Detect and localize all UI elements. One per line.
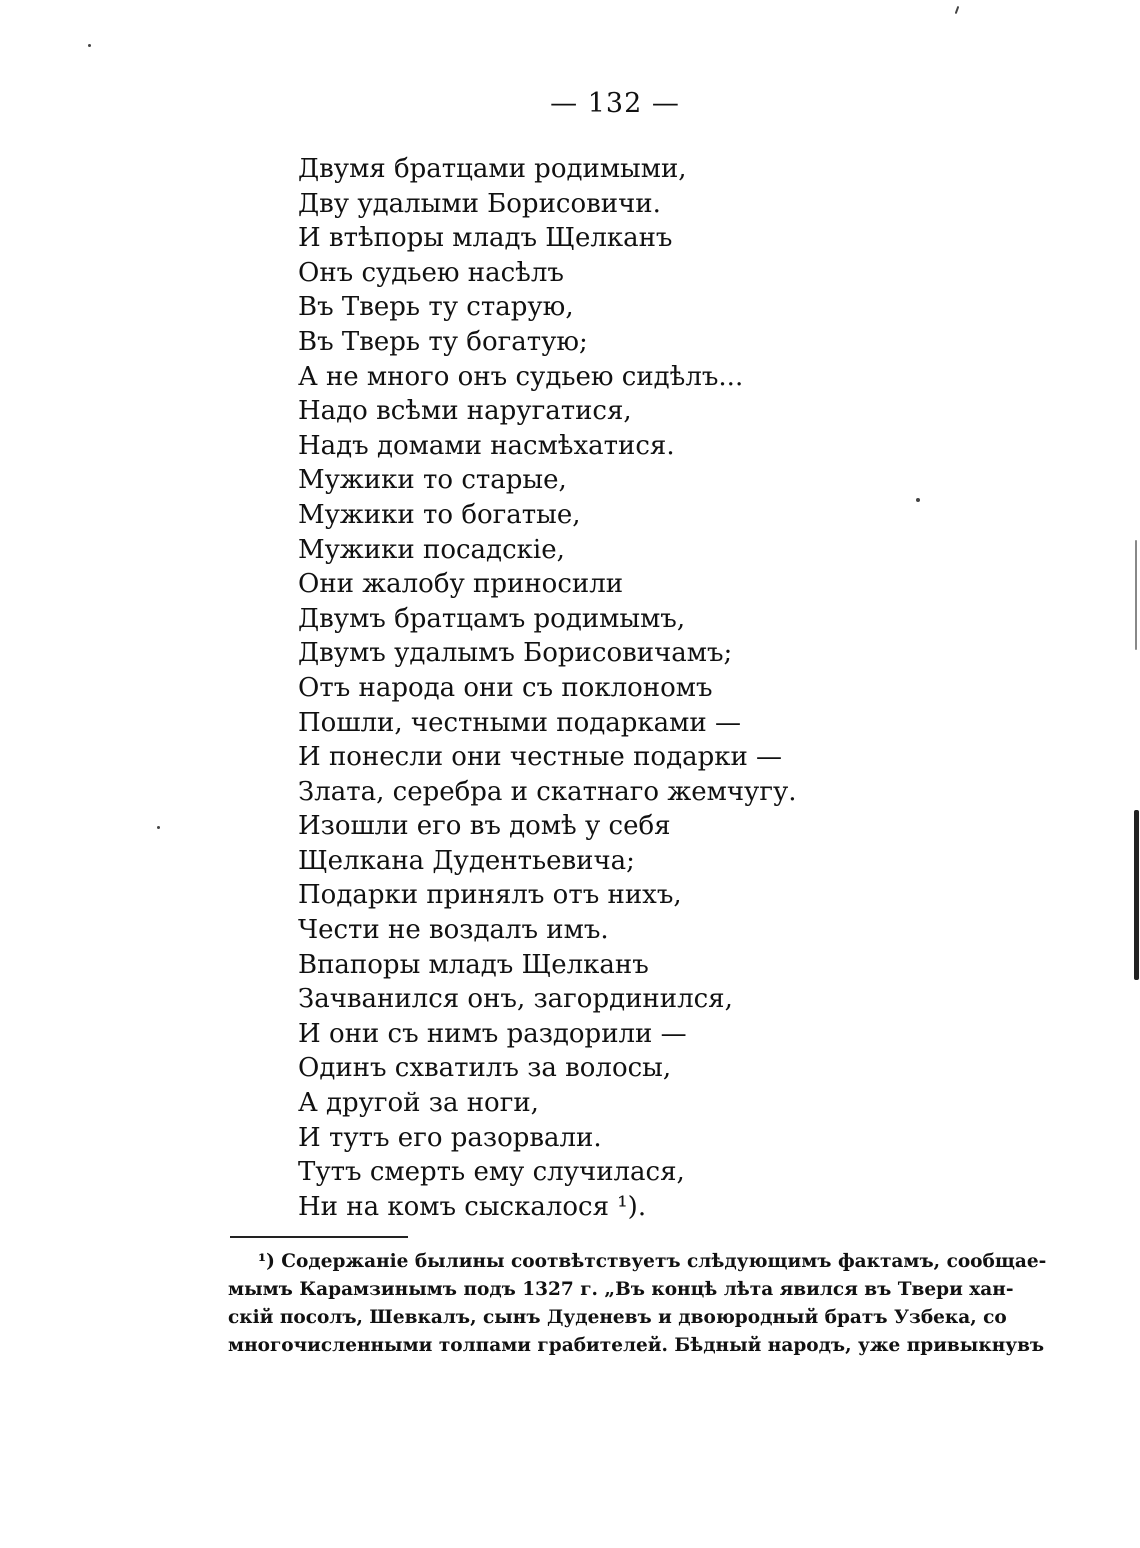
scan-speck [916,498,920,502]
footnote-divider [230,1236,408,1238]
verse-line: Надъ домами насмѣхатися. [298,430,675,461]
verse-line: Мужики то богатые, [298,499,581,530]
verse-line: Пошли, честными подарками — [298,707,741,738]
verse-line: Изошли его въ домѣ у себя [298,811,671,842]
scan-speck [88,44,91,47]
footnote-line: многочисленными толпами грабителей. Бѣдный народъ, уже привыкнувъ [228,1335,1045,1356]
verse-line: Отъ народа они съ поклономъ [298,672,713,703]
verse-line: А другой за ноги, [298,1088,539,1119]
verse-line: Они жалобу приносили [298,569,624,600]
scan-speck [955,6,960,14]
verse-line: Впапоры младъ Щелканъ [298,949,649,980]
verse-line: Щелкана Дудентьевича; [298,845,635,876]
verse-line: Мужики то старые, [298,465,567,496]
verse-line: Дву удалыми Борисовичи. [298,188,661,219]
footnote-line: мымъ Карамзинымъ подъ 1327 г. „Въ концѣ лѣта явился въ Твери хан- [228,1279,1014,1300]
verse-line: И они съ нимъ раздорили — [298,1018,687,1049]
verse-line: И понесли они честные подарки — [298,742,783,773]
verse-line: И тутъ его разорвали. [298,1122,602,1153]
verse-line: Зачванился онъ, загординился, [298,984,733,1015]
scan-edge-mark [1134,810,1139,980]
page-number: — 132 — [550,88,680,119]
verse-line: Двумя братцами родимыми, [298,154,687,184]
verse-line: А не много онъ судьею сидѣлъ... [298,361,744,392]
verse-line: Чести не воздалъ имъ. [298,915,609,946]
verse-line: Мужики посадскіе, [298,534,565,565]
footnote-line: скій посолъ, Шевкалъ, сынъ Дуденевъ и двоюродный братъ Узбека, со [228,1307,1007,1328]
footnote [228,1248,1047,1360]
verse-line: Надо всѣми наругатися, [298,396,632,427]
verse-line: Онъ судьею насѣлъ [298,257,564,288]
verse-line: Ни на комъ сыскалося ¹). [298,1191,647,1222]
footnote-line: ¹) Содержаніе былины соотвѣтствуетъ слѣдующимъ фактамъ, сообщае- [258,1251,1047,1272]
verse-line: Двумъ удалымъ Борисовичамъ; [298,638,733,669]
verse-text [298,152,1098,1224]
verse-line: И втѣпоры младъ Щелканъ [298,223,673,254]
verse-line: Подарки принялъ отъ нихъ, [298,880,682,911]
scan-edge-mark [1135,540,1137,650]
verse-line: Въ Тверь ту богатую; [298,326,588,357]
verse-line: Одинъ схватилъ за волосы, [298,1053,672,1084]
verse-line: Двумъ братцамъ родимымъ, [298,603,686,634]
scan-speck [157,826,160,829]
verse-line: Злата, серебра и скатнаго жемчугу. [298,776,797,807]
verse-line: Тутъ смерть ему случилася, [298,1157,685,1188]
verse-line: Въ Тверь ту старую, [298,292,574,323]
